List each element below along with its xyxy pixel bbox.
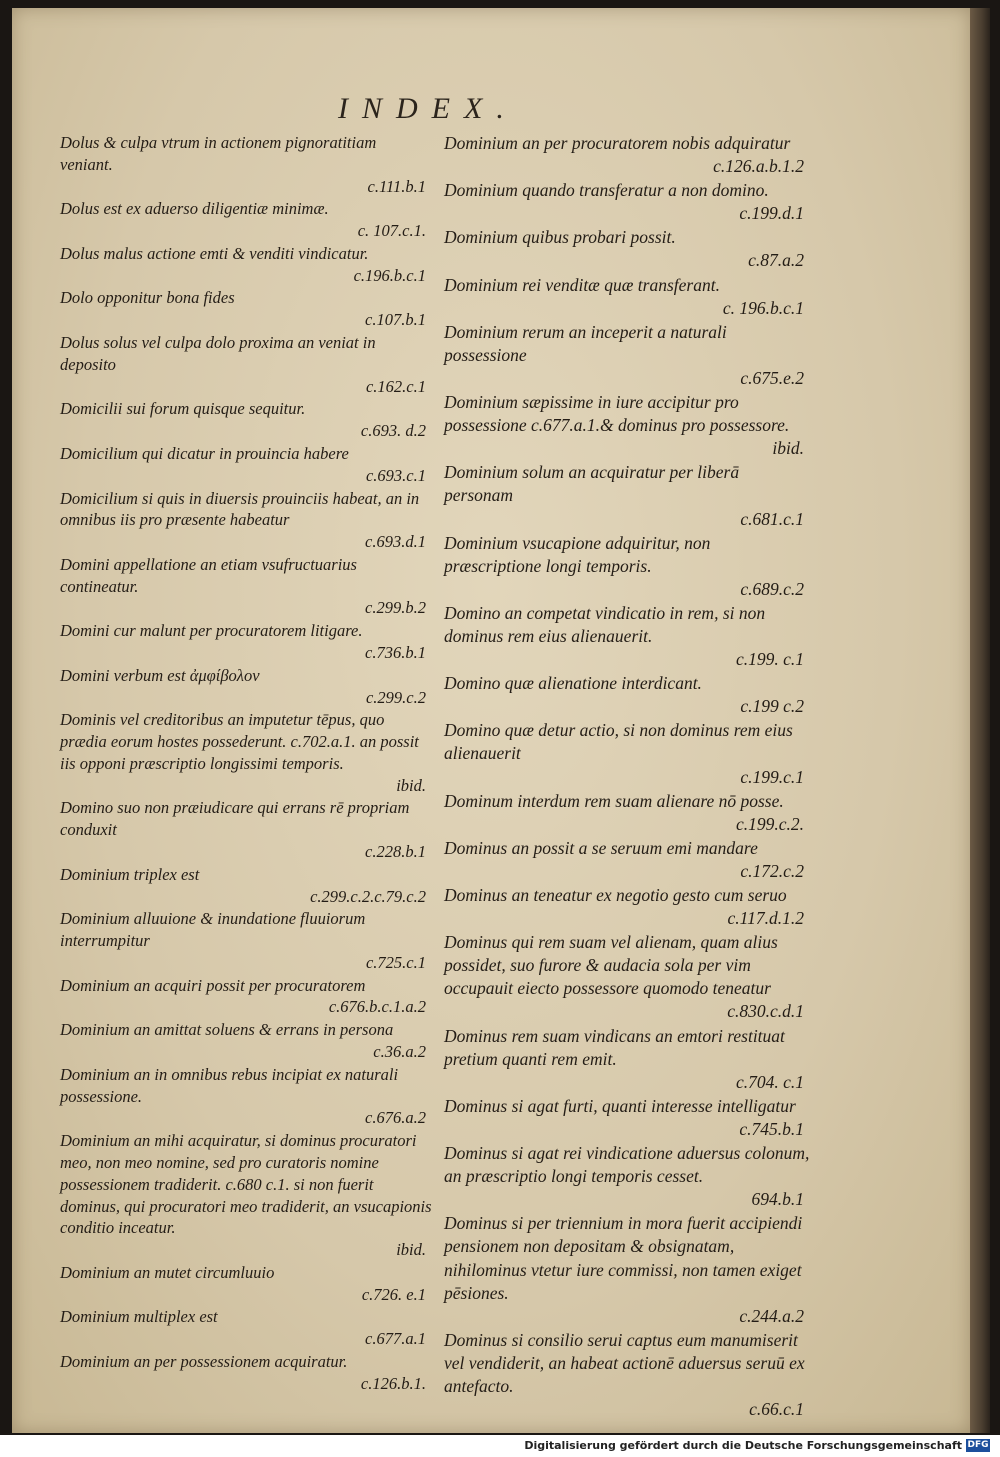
entry-reference: c.66.c.1 bbox=[749, 1399, 804, 1420]
entry-reference: ibid. bbox=[396, 775, 426, 795]
entry-reference: c.704. c.1 bbox=[735, 1071, 804, 1092]
index-entry bbox=[60, 709, 432, 796]
index-entry bbox=[60, 488, 432, 553]
index-entry bbox=[60, 797, 432, 862]
entry-reference: c.126.a.b.1.2 bbox=[713, 156, 804, 177]
entry-reference: c.725.c.1 bbox=[365, 952, 426, 972]
entry-text: Dominum interdum rem suam alienare nō posse. bbox=[444, 790, 784, 811]
entry-reference: c.244.a.2 bbox=[739, 1305, 804, 1326]
entry-text: Dolus & culpa vtrum in actionem pignoratitiam veniant. bbox=[60, 133, 377, 174]
index-entry bbox=[60, 332, 432, 397]
index-entry bbox=[60, 554, 432, 619]
entry-text: Domicilii sui forum quisque sequitur. bbox=[60, 399, 306, 419]
entry-reference: 694.b.1 bbox=[751, 1189, 804, 1210]
entry-reference: c.199.c.2. bbox=[735, 813, 804, 834]
index-entry bbox=[60, 665, 432, 709]
entry-text: Domino quæ detur actio, si non dominus rem eius alienauerit bbox=[444, 720, 793, 764]
index-entry bbox=[60, 443, 432, 487]
entry-text: Dominis vel creditoribus an imputetur tēpus, quo prædia eorum hostes possederunt. c.702.a.1. an possit iis opponi præscriptio longissimi temporis. bbox=[60, 710, 419, 773]
entry-text: Dominus si agat rei vindicatione aduersus colonum, an præscriptio longi temporis cesset. bbox=[444, 1143, 810, 1187]
index-entry bbox=[60, 398, 432, 442]
entry-reference: c.199.c.1 bbox=[740, 766, 804, 787]
dfg-logo: DFG bbox=[967, 1440, 989, 1450]
right-column bbox=[444, 132, 810, 1422]
entry-text: Dominium alluuione & inundatione fluuiorum interrumpitur bbox=[60, 909, 366, 951]
index-entry bbox=[60, 1019, 432, 1063]
index-entry bbox=[60, 1064, 432, 1129]
entry-text: Dominium sæpissime in iure accipitur pro possessione c.677.a.1.& dominus pro possessore. bbox=[444, 392, 790, 436]
entry-text: Dolus malus actione emti & venditi vindicatur. bbox=[60, 243, 369, 263]
entry-text: Dominium vsucapione adquiritur, non præscriptione longi temporis. bbox=[444, 532, 711, 576]
entry-text: Dominium an amittat soluens & errans in persona bbox=[60, 1020, 394, 1040]
index-entry bbox=[444, 719, 810, 788]
entry-text: Dominium multiplex est bbox=[60, 1307, 218, 1327]
entry-reference: c. 196.b.c.1 bbox=[722, 297, 804, 318]
entry-reference: c.199.d.1 bbox=[739, 203, 804, 224]
index-entry bbox=[444, 179, 810, 225]
entry-reference: c.36.a.2 bbox=[373, 1042, 426, 1062]
entry-text: Dominium quibus probari possit. bbox=[444, 227, 676, 248]
entry-reference: c. 107.c.1. bbox=[357, 221, 426, 241]
entry-reference: c.126.b.1. bbox=[360, 1373, 426, 1393]
index-entry bbox=[444, 132, 810, 178]
entry-text: Dominus si consilio serui captus eum manumiserit vel vendiderit, an habeat actionē aduersus seruū ex antefacto. bbox=[444, 1329, 805, 1396]
index-entry bbox=[444, 672, 810, 718]
entry-reference: c.693. d.2 bbox=[360, 421, 426, 441]
entry-text: Dominium an acquiri possit per procuratorem bbox=[60, 975, 366, 995]
page-header: INDEX. bbox=[338, 92, 518, 125]
index-entry bbox=[444, 1142, 810, 1211]
entry-reference: c.726. e.1 bbox=[361, 1284, 426, 1304]
index-entry bbox=[444, 884, 810, 930]
index-entry bbox=[60, 1262, 432, 1306]
index-entry bbox=[60, 1351, 432, 1395]
entry-text: Dominus qui rem suam vel alienam, quam alius possidet, suo furore & audacia sola per vim occupauit eiecto possessore quomodo teneatur bbox=[444, 932, 778, 999]
entry-reference: c.676.a.2 bbox=[365, 1108, 426, 1128]
entry-reference: c.111.b.1 bbox=[367, 176, 426, 196]
entry-text: Domino quæ alienatione interdicant. bbox=[444, 673, 702, 694]
entry-text: Domini verbum est ἀμφίβολον bbox=[60, 665, 260, 685]
index-entry bbox=[60, 620, 432, 664]
entry-reference: c.199. c.1 bbox=[735, 649, 804, 670]
entry-text: Dominium rei venditæ quæ transferant. bbox=[444, 274, 720, 295]
index-entry bbox=[444, 931, 810, 1023]
entry-reference: c.676.b.c.1.a.2 bbox=[328, 997, 426, 1017]
page-edge bbox=[970, 8, 990, 1433]
entry-text: Dominus si per triennium in mora fuerit accipiendi pensionem non depositam & obsignatam, nihilominus vtetur iure commissi, non tamen exiget pēsiones. bbox=[444, 1213, 803, 1303]
entry-text: Dolus solus vel culpa dolo proxima an veniat in deposito bbox=[60, 333, 376, 374]
entry-reference: c.228.b.1 bbox=[365, 842, 426, 861]
index-entry bbox=[444, 391, 810, 460]
entry-reference: c.689.c.2 bbox=[740, 578, 804, 599]
index-entry bbox=[60, 243, 432, 287]
entry-reference: c.299.b.2 bbox=[365, 598, 426, 618]
entry-reference: c.299.c.2 bbox=[365, 687, 426, 707]
index-entry bbox=[60, 287, 432, 331]
entry-text: Dominium solum an acquiratur per liberā personam bbox=[444, 462, 740, 506]
entry-reference: c.162.c.1 bbox=[365, 376, 426, 396]
entry-text: Domino an competat vindicatio in rem, si non dominus rem eius alienauerit. bbox=[444, 602, 766, 646]
index-entry bbox=[60, 975, 432, 1019]
footer-bar bbox=[0, 1435, 1000, 1457]
entry-reference: c.677.a.1 bbox=[365, 1329, 426, 1349]
index-entry bbox=[60, 198, 432, 242]
entry-text: Dominus rem suam vindicans an emtori restituat pretium quanti rem emit. bbox=[444, 1025, 785, 1069]
index-entry bbox=[444, 1095, 810, 1141]
entry-text: Domicilium si quis in diuersis prouinciis habeat, an in omnibus iis pro præsente habeatur bbox=[60, 488, 420, 530]
entry-text: Dominus an possit a se seruum emi mandare bbox=[444, 837, 758, 858]
index-entry bbox=[444, 1025, 810, 1094]
index-entry bbox=[444, 790, 810, 836]
entry-text: Dolus est ex aduerso diligentiæ minimæ. bbox=[60, 199, 329, 219]
entry-reference: c.693.d.1 bbox=[365, 532, 426, 552]
entry-text: Dolo opponitur bona fides bbox=[60, 288, 235, 308]
left-column bbox=[60, 132, 432, 1396]
index-entry bbox=[60, 1130, 432, 1261]
entry-reference: c.693.c.1 bbox=[365, 465, 426, 485]
index-entry bbox=[444, 602, 810, 671]
index-entry bbox=[444, 461, 810, 530]
entry-text: Dominium quando transferatur a non domino. bbox=[444, 180, 769, 201]
index-entry bbox=[444, 837, 810, 883]
entry-reference: c.87.a.2 bbox=[748, 250, 804, 271]
entry-reference: c.107.b.1 bbox=[365, 310, 426, 330]
index-entry bbox=[60, 864, 432, 908]
entry-reference: ibid. bbox=[772, 438, 804, 459]
entry-text: Dominium rerum an inceperit a naturali possessione bbox=[444, 321, 727, 365]
index-entry bbox=[444, 321, 810, 390]
index-entry bbox=[444, 1329, 810, 1421]
entry-text: Dominus si agat furti, quanti interesse intelligatur bbox=[444, 1095, 796, 1116]
entry-reference: c.830.c.d.1 bbox=[727, 1001, 804, 1022]
index-entry bbox=[60, 1306, 432, 1350]
entry-reference: c.172.c.2 bbox=[740, 860, 804, 881]
entry-text: Dominium triplex est bbox=[60, 864, 200, 884]
entry-text: Domini cur malunt per procuratorem litigare. bbox=[60, 621, 363, 641]
index-entry bbox=[444, 532, 810, 601]
entry-reference: c.299.c.2.c.79.c.2 bbox=[310, 886, 426, 906]
entry-reference: c.117.d.1.2 bbox=[727, 908, 804, 929]
entry-reference: c.199 c.2 bbox=[740, 696, 804, 717]
index-entry bbox=[60, 132, 432, 197]
entry-text: Dominium an mihi acquiratur, si dominus procuratori meo, non meo nomine, sed pro curatoris nomine possessionem tradiderit. c.680 c.1. si non fuerit dominus, qui procuratori meo tradiderit, an vsucapionis conditio inceatur. bbox=[60, 1131, 432, 1238]
book-page bbox=[12, 8, 970, 1433]
entry-reference: c.736.b.1 bbox=[365, 642, 426, 662]
entry-reference: c.675.e.2 bbox=[740, 367, 804, 388]
entry-text: Dominium an per procuratorem nobis adquiratur bbox=[444, 133, 791, 153]
entry-text: Domino suo non præiudicare qui errans rē propriam conduxit bbox=[60, 798, 410, 840]
entry-text: Dominium an per possessionem acquiratur. bbox=[60, 1351, 348, 1371]
index-entry bbox=[444, 226, 810, 272]
index-entry bbox=[60, 908, 432, 973]
entry-text: Domini appellatione an etiam vsufructuarius contineatur. bbox=[60, 554, 357, 596]
entry-text: Domicilium qui dicatur in prouincia habere bbox=[60, 443, 349, 463]
entry-text: Dominus an teneatur ex negotio gesto cum seruo bbox=[444, 885, 787, 905]
index-entry bbox=[444, 274, 810, 320]
funding-notice: Digitalisierung gefördert durch die Deutsche Forschungsgemeinschaft bbox=[524, 1439, 962, 1452]
entry-text: Dominium an mutet circumluuio bbox=[60, 1262, 275, 1282]
entry-reference: c.681.c.1 bbox=[740, 508, 804, 529]
entry-text: Dominium an in omnibus rebus incipiat ex naturali possessione. bbox=[60, 1064, 399, 1106]
index-entry bbox=[444, 1212, 810, 1327]
entry-reference: c.196.b.c.1 bbox=[353, 265, 426, 285]
entry-reference: ibid. bbox=[396, 1240, 426, 1260]
entry-reference: c.745.b.1 bbox=[739, 1118, 804, 1139]
